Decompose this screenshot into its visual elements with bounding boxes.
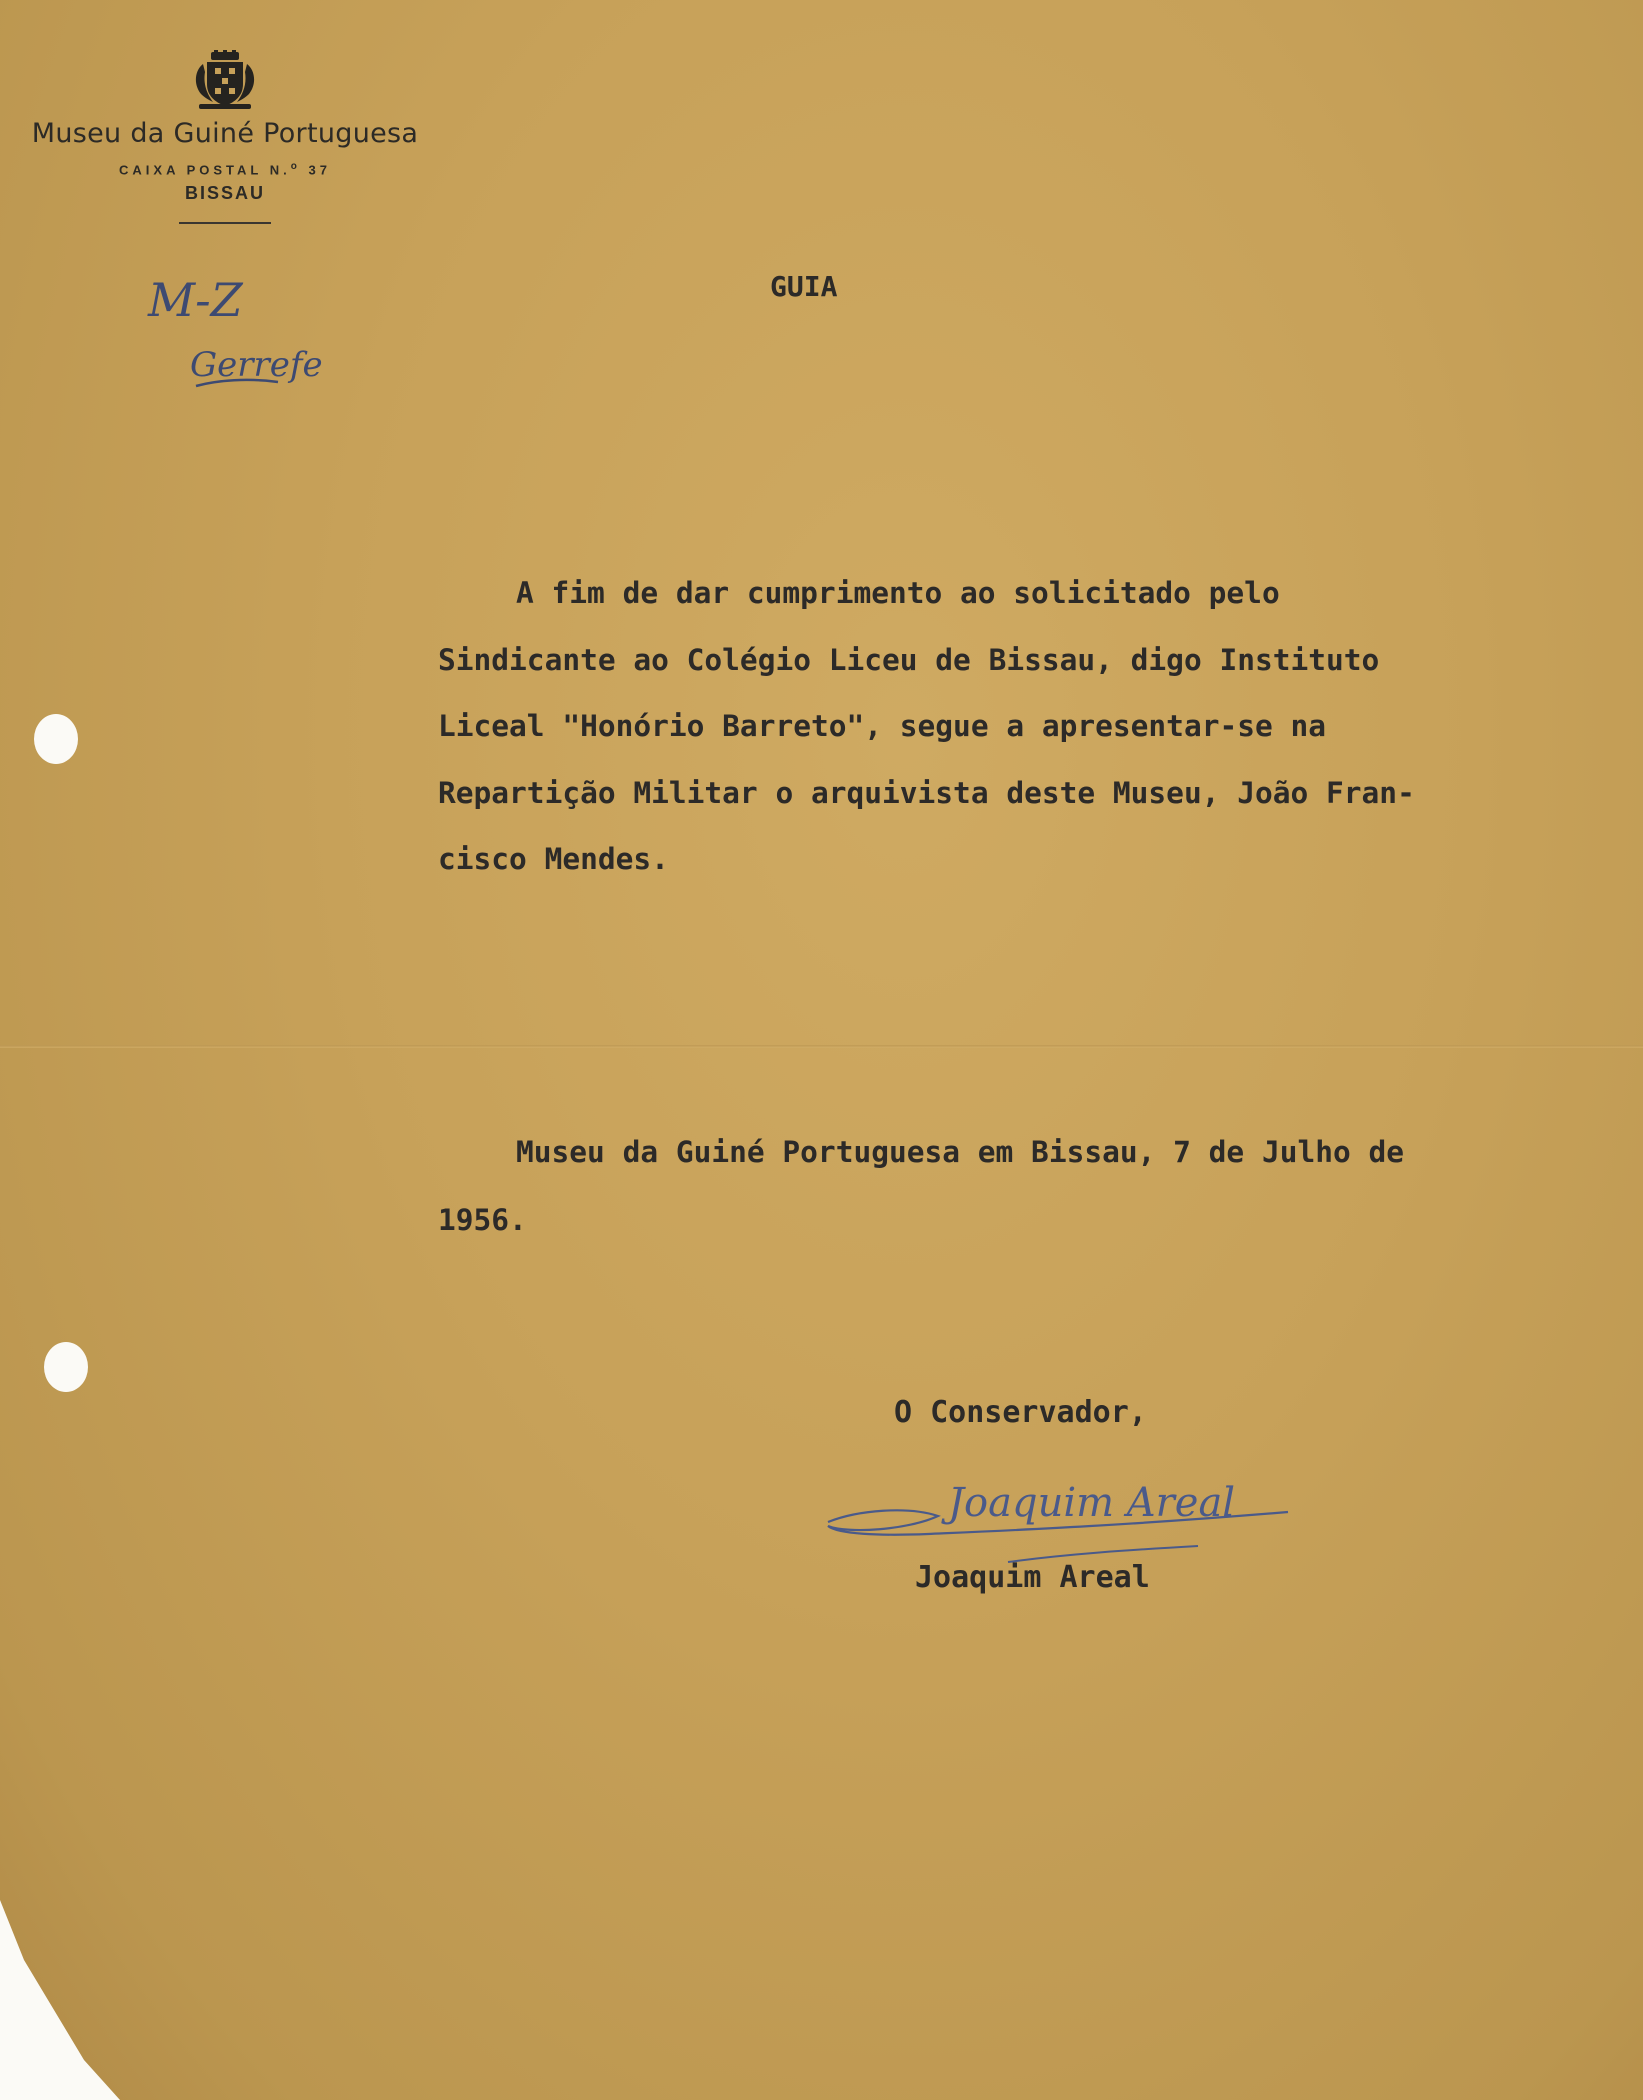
paper-fold xyxy=(0,1045,1643,1048)
date-line: Museu da Guiné Portuguesa em Bissau, 7 de Julho de xyxy=(516,1135,1405,1169)
date-paragraph xyxy=(438,1118,1558,1254)
signature-image xyxy=(818,1450,1298,1570)
signer-name: Joaquim Areal xyxy=(915,1560,1150,1595)
letterhead-rule xyxy=(179,222,271,224)
torn-corner xyxy=(0,1900,120,2100)
body-line: cisco Mendes. xyxy=(438,842,669,876)
po-box-superscript: o xyxy=(290,161,301,172)
closing: O Conservador, xyxy=(894,1395,1147,1430)
body-line: Sindicante ao Colégio Liceu de Bissau, digo Instituto xyxy=(438,642,1380,677)
body-line: A fim de dar cumprimento ao solicitado pelo xyxy=(516,576,1280,610)
po-box xyxy=(10,161,440,177)
coat-of-arms-icon xyxy=(185,50,265,112)
punch-hole xyxy=(34,714,78,764)
handwritten-annotation xyxy=(138,268,368,398)
body-paragraph xyxy=(438,560,1558,893)
signature-text: Joaquim Areal xyxy=(948,1480,1236,1526)
annotation-ref-code: M-Z xyxy=(148,273,243,327)
letterhead xyxy=(10,50,440,224)
document-title: GUIA xyxy=(770,270,838,303)
museum-name: Museu da Guiné Portuguesa xyxy=(31,118,419,149)
po-box-number: 37 xyxy=(308,162,331,178)
body-line: Repartição Militar o arquivista deste Museu, João Fran- xyxy=(438,775,1415,810)
date-line: 1956. xyxy=(438,1203,527,1237)
body-line: Liceal "Honório Barreto", segue a apresentar-se na xyxy=(438,709,1327,743)
po-box-label: CAIXA POSTAL N. xyxy=(119,162,291,178)
punch-hole xyxy=(44,1342,88,1392)
city: BISSAU xyxy=(184,183,265,204)
annotation-initials: Gerrefe xyxy=(190,345,323,385)
